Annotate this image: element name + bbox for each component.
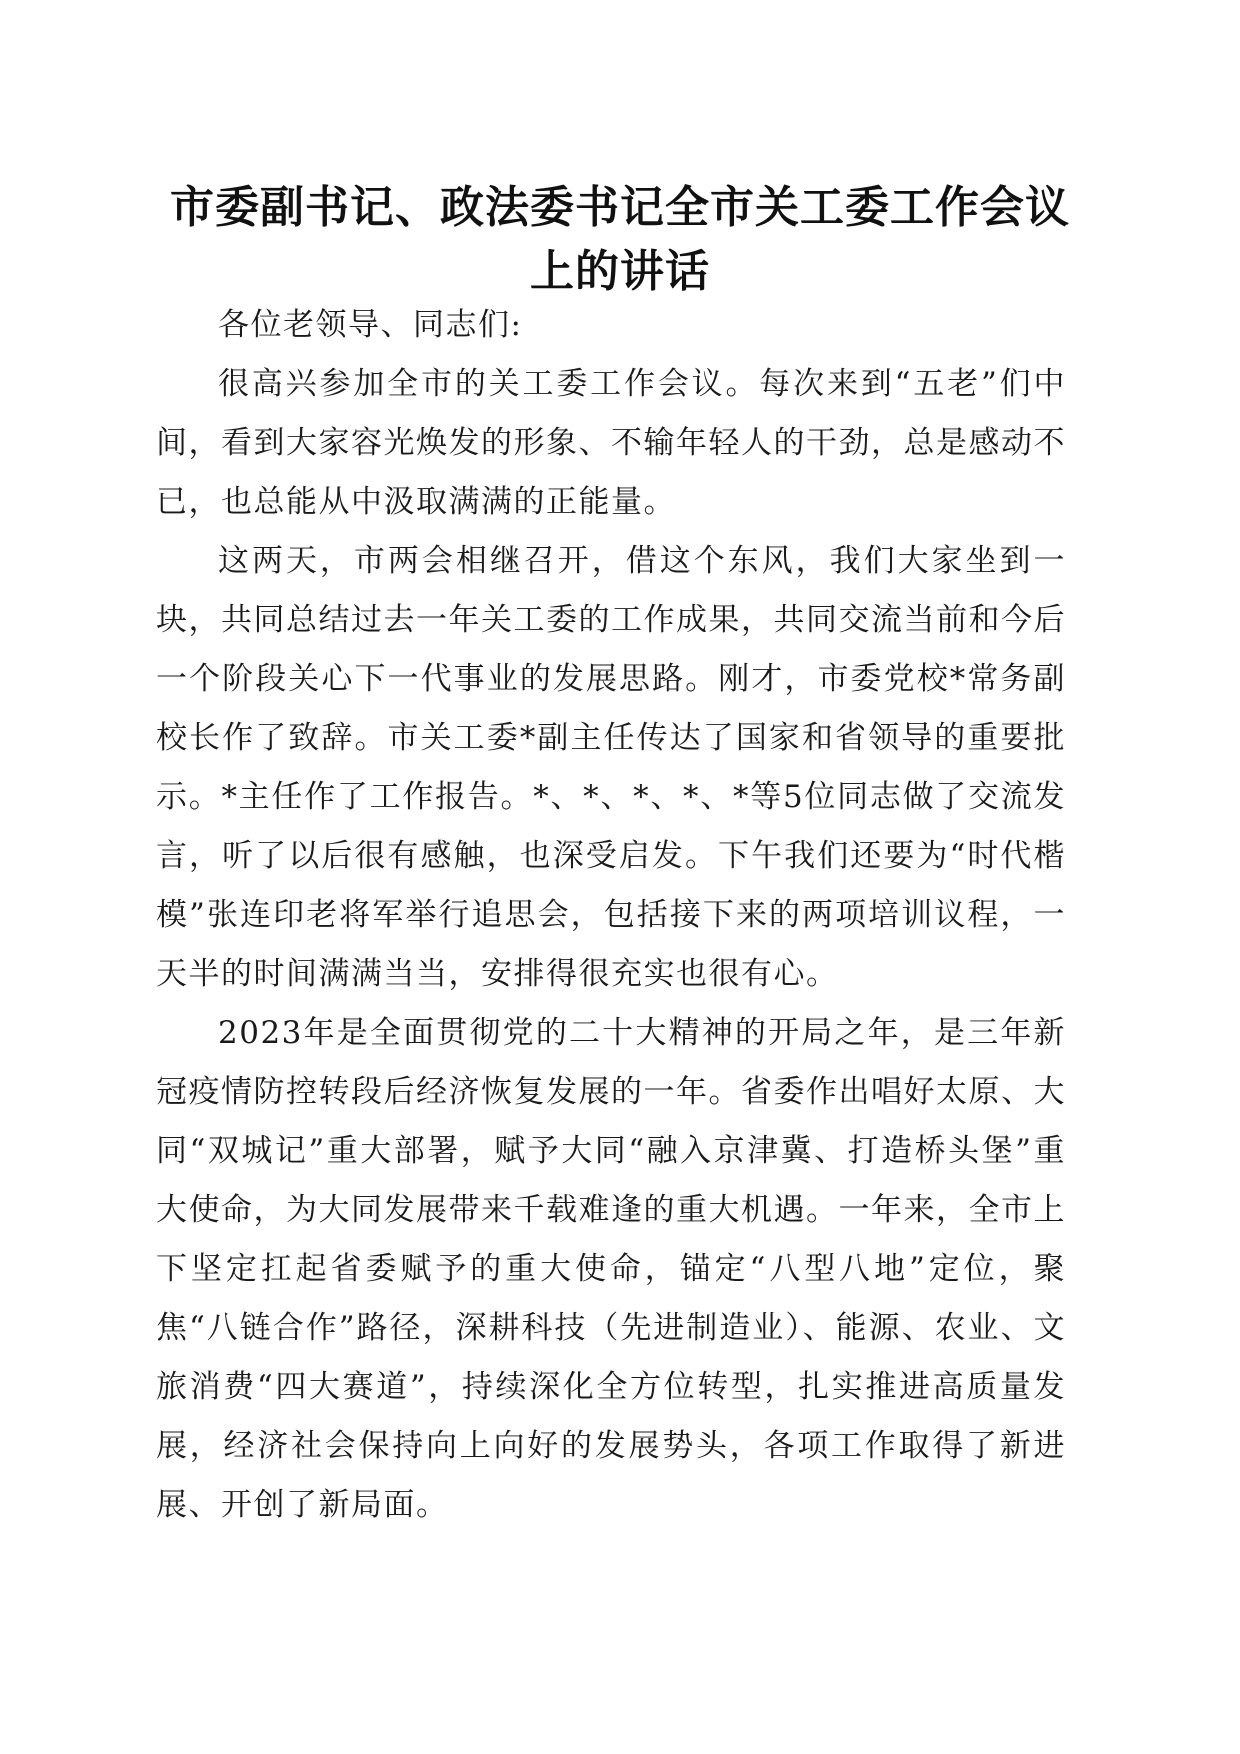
document-title (150, 176, 1090, 304)
paragraph-2: 这两天，市两会相继召开，借这个东风，我们大家坐到一块，共同总结过去一年关工委的工作成果，共同交流当前和今后一个阶段关心下一代事业的发展思路。刚才，市委党校*常务副校长作了致辞。市关工委*副主任传达了国家和省领导的重要批示。*主任作了工作报告。*、*、*、*、*等5位同志做了交流发言，听了以后很有感触，也深受启发。下午我们还要为“时代楷模”张连印老将军举行追思会，包括接下来的两项培训议程，一天半的时间满满当当，安排得很充实也很有心。 (156, 543, 1066, 992)
paragraph-1: 很高兴参加全市的关工委工作会议。每次来到“五老”们中间，看到大家容光焕发的形象、不输年轻人的干劲，总是感动不已，也总能从中汲取满满的正能量。 (156, 366, 1066, 520)
paragraph-3: 2023年是全面贯彻党的二十大精神的开局之年，是三年新冠疫情防控转段后经济恢复发展的一年。省委作出唱好太原、大同“双城记”重大部署，赋予大同“融入京津冀、打造桥头堡”重大使命，为大同发展带来千载难逢的重大机遇。一年来，全市上下坚定扛起省委赋予的重大使命，锚定“八型八地”定位，聚焦“八链合作”路径，深耕科技（先进制造业）、能源、农业、文旅消费“四大赛道”，持续深化全方位转型，扎实推进高质量发展，经济社会保持向上向好的发展势头，各项工作取得了新进展、开创了新局面。 (156, 1015, 1066, 1523)
salutation: 各位老领导、同志们: (218, 307, 523, 343)
title-line-2: 上的讲话 (530, 246, 710, 297)
title-line-1: 市委副书记、政法委书记全市关工委工作会议 (170, 182, 1070, 233)
document-body (156, 296, 1066, 1535)
